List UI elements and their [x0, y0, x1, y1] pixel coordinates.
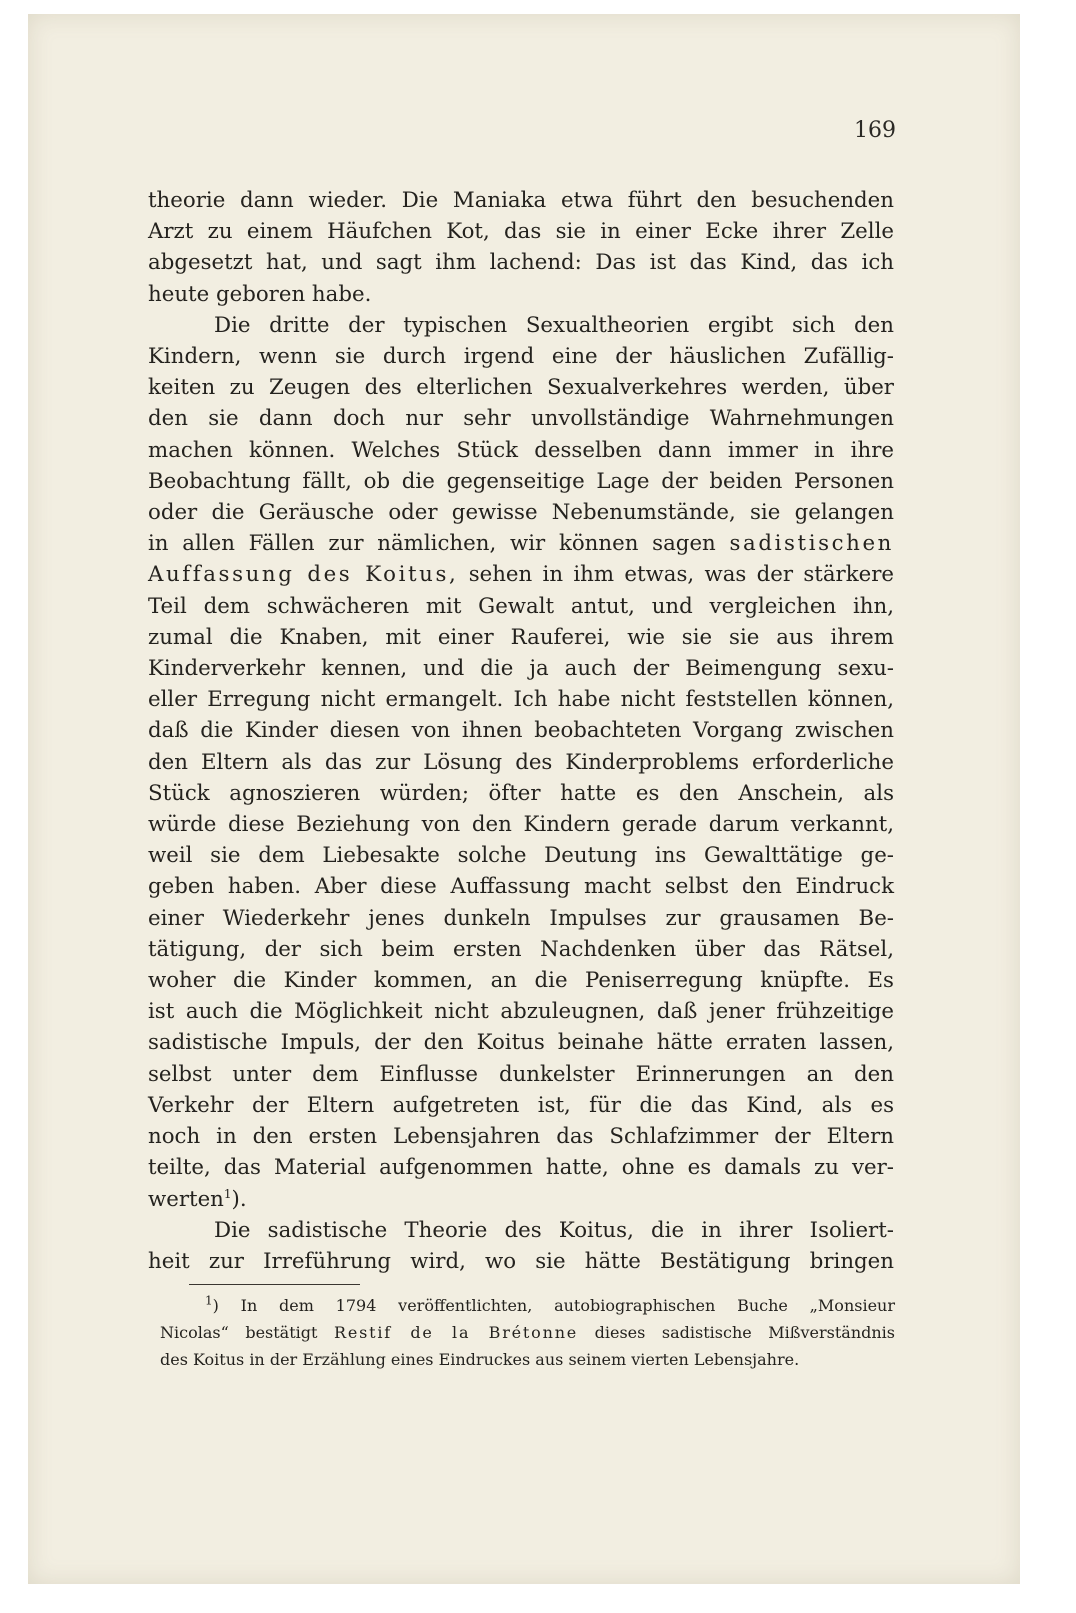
text-line: heute geboren habe. [148, 281, 372, 307]
spaced-emphasis: Auffassung des Koitus, [148, 562, 459, 588]
text-line: weil sie dem Liebesakte solche Deutung ins Gewalttätige ge- [148, 843, 894, 869]
text-line: Kindern, wenn sie durch irgend eine der häuslichen Zufällig- [148, 344, 894, 370]
author-name: Restif de la Brétonne [334, 1323, 579, 1342]
text-line: Verkehr der Eltern aufgetreten ist, für die das Kind, als es [148, 1092, 894, 1118]
text-segment: in allen Fällen zur nämlichen, wir können sagen [148, 531, 716, 557]
text-segment: ). [231, 1186, 247, 1212]
text-line: teilte, das Material aufgenommen hatte, ohne es damals zu ver- [148, 1155, 894, 1181]
spaced-emphasis: sadistischen [729, 531, 894, 557]
text-line: heit zur Irreführung wird, wo sie hätte Bestätigung bringen [148, 1248, 894, 1274]
text-line: würde diese Beziehung von den Kindern gerade darum verkannt, [148, 812, 894, 838]
footnote-divider [189, 1284, 360, 1285]
text-line: ist auch die Möglichkeit nicht abzuleugnen, daß jener frühzeitige [148, 999, 894, 1025]
text-line: selbst unter dem Einflusse dunkelster Erinnerungen an den [148, 1061, 894, 1087]
text-line: noch in den ersten Lebensjahren das Schlafzimmer der Eltern [148, 1124, 894, 1150]
text-line: keiten zu Zeugen des elterlichen Sexualverkehres werden, über [148, 375, 894, 401]
text-line: geben haben. Aber diese Auffassung macht selbst den Eindruck [148, 874, 894, 900]
text-line: tätigung, der sich beim ersten Nachdenken über das Rätsel, [148, 936, 894, 962]
text-line: Arzt zu einem Häufchen Kot, das sie in einer Ecke ihrer Zelle [148, 219, 894, 245]
body-text [148, 185, 894, 1277]
text-line [148, 559, 894, 590]
footnote-line: des Koitus in der Erzählung eines Eindruckes aus seinem vierten Lebensjahre. [160, 1350, 800, 1369]
text-segment: sehen in ihm etwas, was der stärkere [468, 562, 894, 588]
footnote-reference: 1 [223, 1186, 232, 1201]
text-line: oder die Geräusche oder gewisse Nebenumstände, sie gelangen [148, 500, 894, 526]
footnote-marker: 1 [205, 1293, 213, 1308]
footnote-line [160, 1319, 895, 1346]
text-line: theorie dann wieder. Die Maniaka etwa führt den besuchenden [148, 188, 894, 213]
text-line: woher die Kinder kommen, an die Peniserregung knüpfte. Es [148, 968, 894, 994]
footnote-line [160, 1292, 895, 1319]
text-line: abgesetzt hat, und sagt ihm lachend: Das ist das Kind, das ich [148, 250, 894, 276]
text-segment: werten [148, 1186, 224, 1212]
text-line: den sie dann doch nur sehr unvollständige Wahrnehmungen [148, 406, 894, 432]
text-line [148, 528, 894, 559]
text-line: Stück agnoszieren würden; öfter hatte es den Anschein, als [148, 780, 894, 806]
text-line: eller Erregung nicht ermangelt. Ich habe nicht feststellen können, [148, 687, 894, 713]
text-line: sadistische Impuls, der den Koitus beinahe hätte erraten lassen, [148, 1030, 894, 1056]
text-line: machen können. Welches Stück desselben dann immer in ihre [148, 437, 894, 463]
text-line [148, 1184, 894, 1215]
scanned-page [28, 14, 1020, 1584]
text-line: daß die Kinder diesen von ihnen beobachteten Vorgang zwischen [148, 718, 894, 744]
text-line: zumal die Knaben, mit einer Rauferei, wie sie sie aus ihrem [148, 624, 894, 650]
footnote-text: ) In dem 1794 veröffentlichten, autobiographischen Buche „Monsieur [212, 1296, 895, 1315]
page-number: 169 [854, 118, 896, 143]
text-line: Kinderverkehr kennen, und die ja auch der Beimengung sexu- [148, 656, 894, 682]
text-line: den Eltern als das zur Lösung des Kinderproblems erforderliche [148, 749, 894, 775]
text-line: Die sadistische Theorie des Koitus, die in ihrer Isoliert- [214, 1217, 894, 1243]
text-line: Teil dem schwächeren mit Gewalt antut, und vergleichen ihn, [148, 593, 894, 619]
text-line: Die dritte der typischen Sexualtheorien ergibt sich den [214, 312, 894, 338]
footnote-text: Nicolas“ bestätigt [160, 1323, 318, 1342]
text-line: Beobachtung fällt, ob die gegenseitige Lage der beiden Personen [148, 468, 894, 494]
footnote [160, 1292, 895, 1373]
text-line: einer Wiederkehr jenes dunkeln Impulses zur grausamen Be- [148, 905, 894, 931]
footnote-text: dieses sadistische Mißverständnis [594, 1323, 895, 1342]
